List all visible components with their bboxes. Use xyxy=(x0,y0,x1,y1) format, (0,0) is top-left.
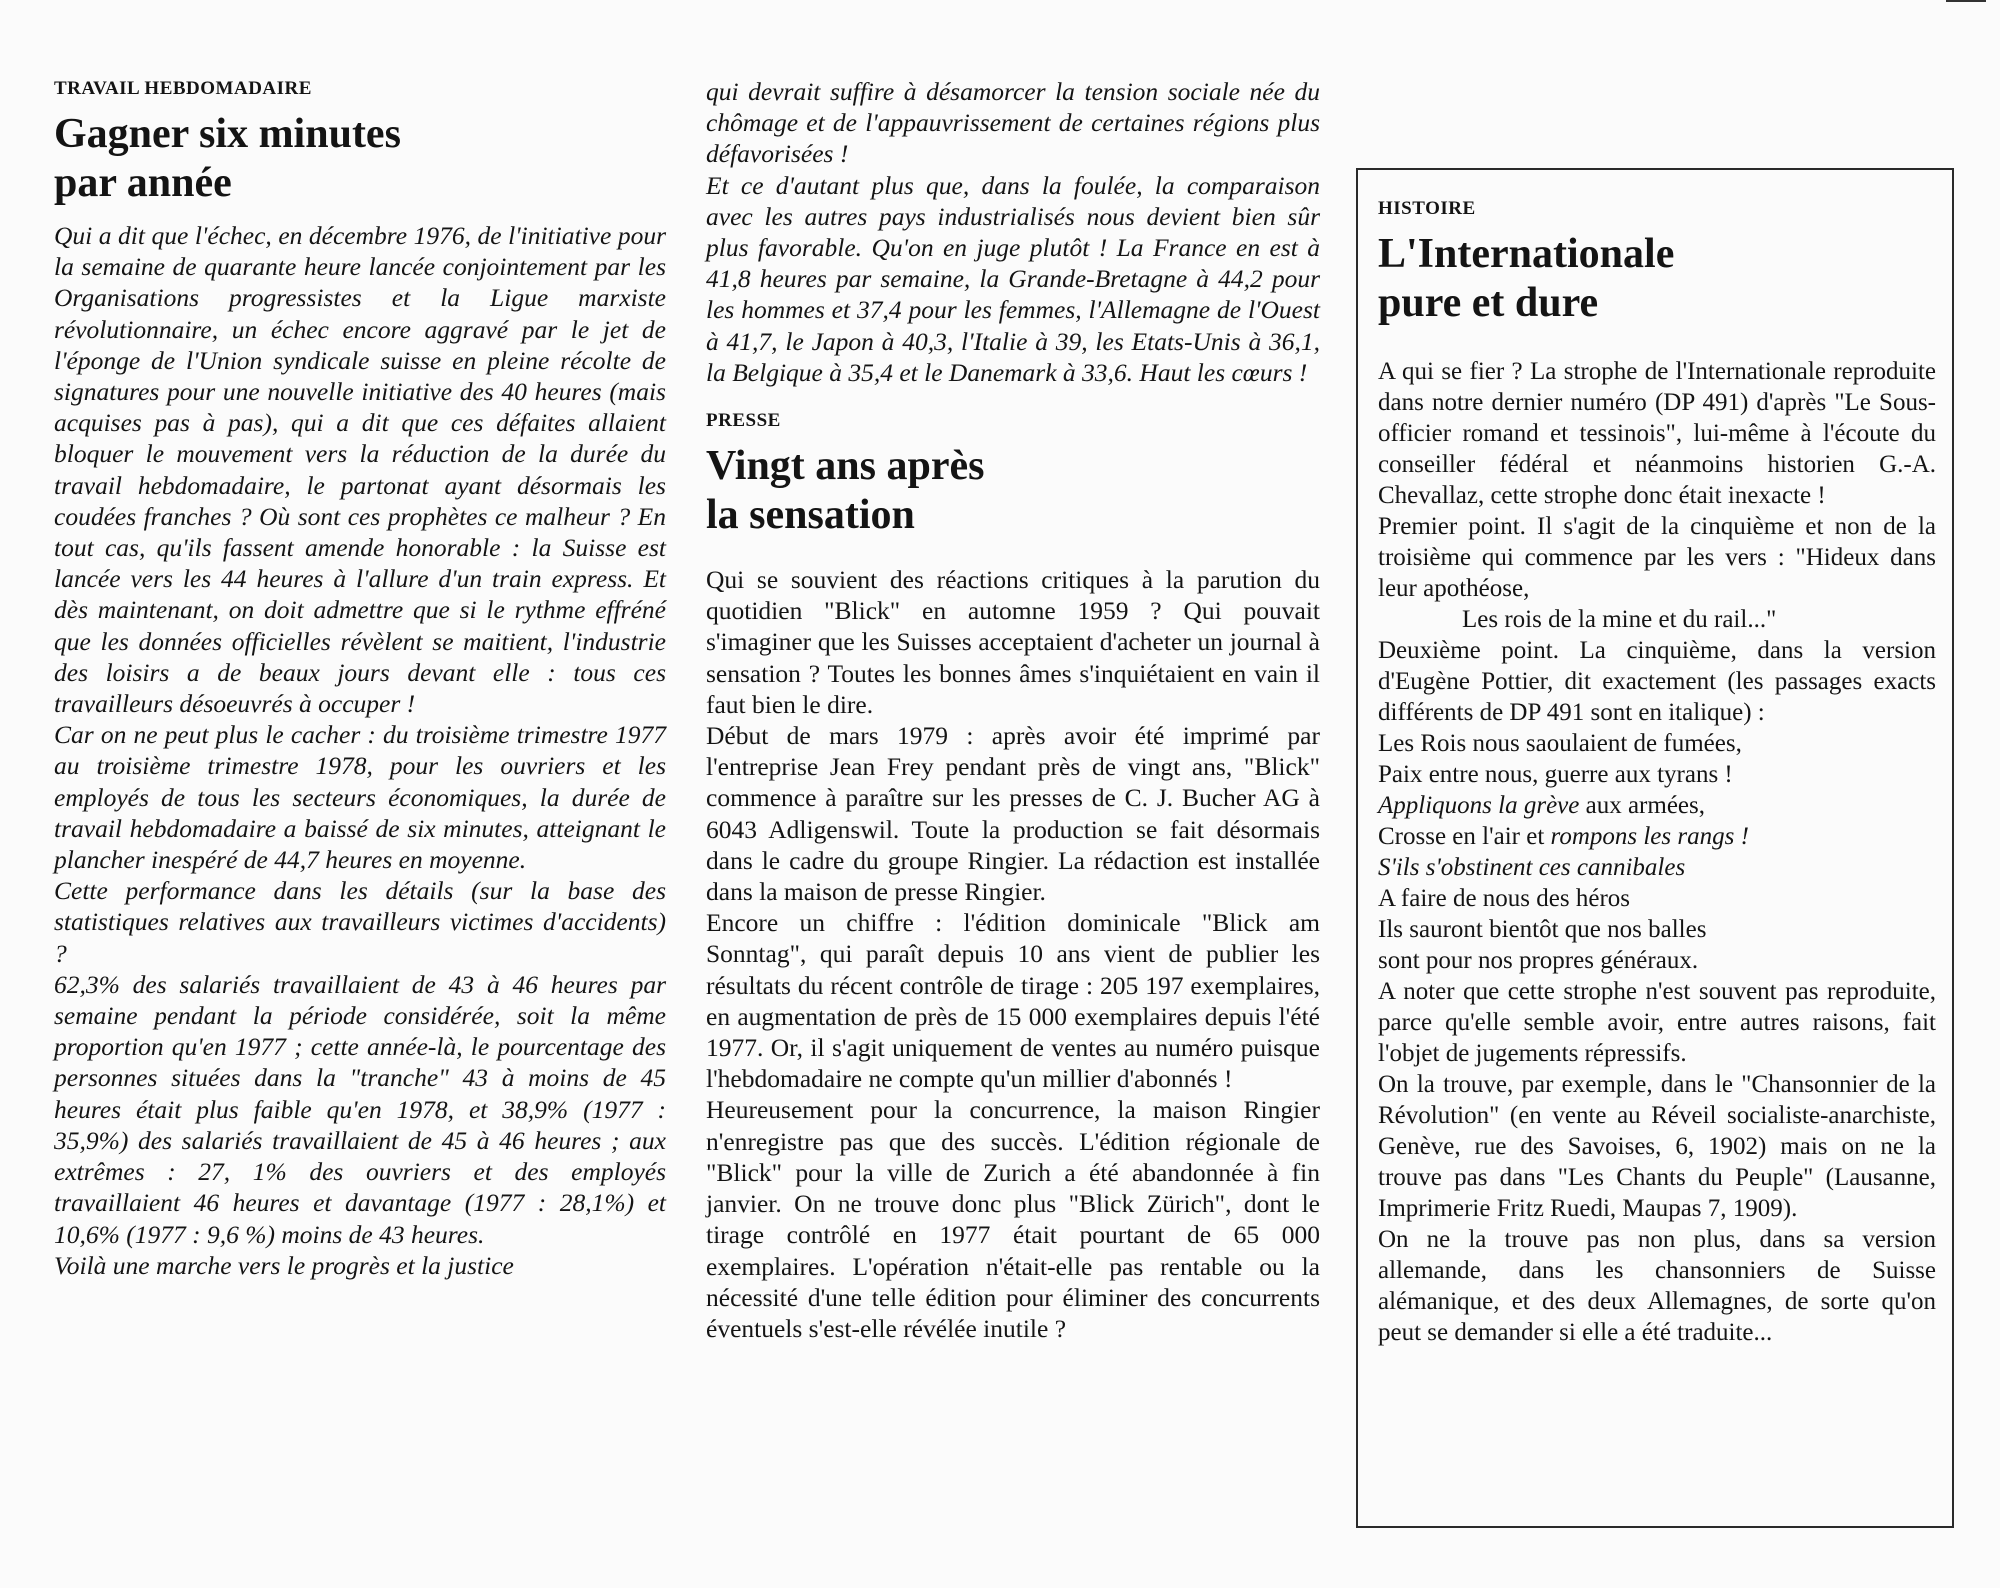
verse-line: Paix entre nous, guerre aux tyrans ! xyxy=(1378,761,1733,788)
article1-paragraph: Qui a dit que l'échec, en décembre 1976, de l'initiative pour la semaine de quarante heure lancée conjointement par les Organisations progressistes et la Ligue marxiste révolutionnaire, un échec encore aggravé par le jet de l'éponge de l'Union syndicale suisse en pleine récolte de signatures pour une nouvelle initiative des 40 heures (mais acquises pas à pas), qui a dit que ces défaites allaient bloquer le mouvement vers la réduction de la durée du travail hebdomadaire, le partonat ayant désormais les coudées franches ? Où sont ces prophètes ce malheur ? En tout cas, qu'ils fassent amende honorable : la Suisse est lancée vers les 44 heures à l'allure d'un train express. Et dès maintenant, on doit admettre que si le rythme effréné que les données officielles révèlent se maitient, l'industrie des loisirs a de beaux jours devant elle : tous ces travailleurs désoeuvrés à occuper ! xyxy=(54,221,666,719)
verse-line xyxy=(1378,821,1936,852)
article1-title-line1: Gagner six minutes xyxy=(54,111,401,157)
article3-point1-verse: Les rois de la mine et du rail..." xyxy=(1462,606,1777,633)
verse-italic: Appliquons la grève xyxy=(1378,792,1580,819)
article3-paragraph: On ne la trouve pas non plus, dans sa version allemande, dans les chansonniers de Suisse alémanique, et des deux Allemagnes, de sorte qu'on peut se demander si elle a été traduite... xyxy=(1378,1226,1936,1346)
article3-paragraph: A noter que cette strophe n'est souvent pas reproduite, parce qu'elle semble avoir, entre autres raisons, fait l'objet de jugements répressifs. xyxy=(1378,978,1936,1067)
verse-text: Crosse en l'air et xyxy=(1378,823,1551,850)
article3-title-line2: pure et dure xyxy=(1378,280,1599,326)
column-1 xyxy=(54,78,666,1281)
verse-italic: rompons les rangs ! xyxy=(1550,823,1749,850)
article3-point2: Deuxième point. La cinquième, dans la version d'Eugène Pottier, dit exactement (les passages exacts différents de DP 491 sont en italique) : xyxy=(1378,637,1936,726)
article2-headline xyxy=(706,442,1320,540)
column-2 xyxy=(706,76,1320,1344)
verse-line: S'ils s'obstinent ces cannibales xyxy=(1378,854,1686,881)
article1-paragraph: 62,3% des salariés travaillaient de 43 à 46 heures par semaine pendant la période considérée, soit la même proportion qu'en 1977 ; cette année-là, le pourcentage des personnes situées dans la "tranche" 43 à moins de 45 heures était plus faible qu'en 1978, et 38,9% (1977 : 35,9%) des salariés travaillaient de 45 à 46 heures ; aux extrêmes : 27, 1% des ouvriers et des employés travaillaient 46 heures et davantage (1977 : 28,1%) et 10,6% (1977 : 9,6 %) moins de 43 heures. xyxy=(54,969,666,1249)
verse-text: aux armées, xyxy=(1579,792,1705,819)
article1-kicker: TRAVAIL HEBDOMADAIRE xyxy=(54,78,312,99)
article1-paragraph: Voilà une marche vers le progrès et la justice xyxy=(54,1250,514,1280)
article1-paragraph: qui devrait suffire à désamorcer la tension sociale née du chômage et de l'appauvrissement de certaines régions plus défavorisées ! xyxy=(706,77,1320,169)
histoire-box xyxy=(1356,168,1954,1528)
article1-title-line2: par année xyxy=(54,160,232,206)
verse-line: sont pour nos propres généraux. xyxy=(1378,947,1699,974)
corner-rule xyxy=(1946,0,1986,2)
verse-line: Ils sauront bientôt que nos balles xyxy=(1378,916,1707,943)
verse-line xyxy=(1378,790,1936,821)
article3-headline xyxy=(1378,230,1936,328)
article1-paragraph: Et ce d'autant plus que, dans la foulée, la comparaison avec les autres pays industrialisés nous devient bien sûr plus favorable. Qu'on en juge plutôt ! La France en est à 41,8 heures par semaine, la Grande-Bretagne à 44,2 pour les hommes et 37,4 pour les femmes, l'Allemagne de l'Ouest à 41,7, le Japon à 40,3, l'Italie à 39, les Etats-Unis à 36,1, la Belgique à 35,4 et le Danemark à 33,6. Haut les cœurs ! xyxy=(706,170,1320,387)
article3-title-line1: L'Internationale xyxy=(1378,231,1675,277)
verse-line: Les Rois nous saoulaient de fumées, xyxy=(1378,730,1742,757)
article2-paragraph: Heureusement pour la concurrence, la maison Ringier n'enregistre pas que des succès. L'édition régionale de "Blick" pour la ville de Zurich a été abandonnée à fin janvier. On ne trouve donc plus "Blick Zürich", dont le tirage contrôlé en 1977 était pourtant de 65 000 exemplaires. L'opération n'était-elle pas rentable ou la nécessité d'une telle édition pour éliminer des concurrents éventuels s'est-elle révélée inutile ? xyxy=(706,1095,1320,1343)
article3-paragraph: On la trouve, par exemple, dans le "Chansonnier de la Révolution" (en vente au Réveil socialiste-anarchiste, Genève, rue des Savoises, 6, 1902) mais on ne la trouve pas dans "Les Chants du Peuple" (Lausanne, Imprimerie Fritz Ruedi, Maupas 7, 1909). xyxy=(1378,1071,1936,1222)
article2-paragraph: Qui se souvient des réactions critiques à la parution du quotidien "Blick" en automne 1959 ? Qui pouvait s'imaginer que les Suisses acceptaient d'acheter un journal à sensation ? Toutes les bonnes âmes s'inquiétaient en vain il faut bien le dire. xyxy=(706,565,1320,719)
article3-kicker: HISTOIRE xyxy=(1378,198,1476,219)
verse-line: A faire de nous des héros xyxy=(1378,885,1631,912)
verse-block xyxy=(1378,728,1936,976)
article3-point1: Premier point. Il s'agit de la cinquième et non de la troisième qui commence par les vers : "Hideux dans leur apothéose, xyxy=(1378,513,1936,602)
histoire-box-content xyxy=(1378,198,1936,1348)
article2-kicker: PRESSE xyxy=(706,410,781,432)
article2-title-line2: la sensation xyxy=(706,492,915,539)
article2-paragraph: Encore un chiffre : l'édition dominicale "Blick am Sonntag", qui paraît depuis 10 ans vient de publier les résultats du récent contrôle de tirage : 205 197 exemplaires, en augmentation de près de 15 000 exemplaires depuis l'été 1977. Or, il s'agit uniquement de ventes au numéro puisque l'hebdomadaire ne compte qu'un millier d'abonnés ! xyxy=(706,908,1320,1094)
article1-headline xyxy=(54,110,666,208)
article1-paragraph: Car on ne peut plus le cacher : du troisième trimestre 1977 au troisième trimestre 1978, pour les ouvriers et les employés de tous les secteurs économiques, la durée de travail hebdomadaire a baissé de six minutes, atteignant le plancher inespéré de 44,7 heures en moyenne. xyxy=(54,720,666,875)
article3-intro: A qui se fier ? La strophe de l'Internationale reproduite dans notre dernier numéro (DP 491) d'après "Le Sous-officier romand et tessinois", lui-même à l'écoute du conseiller fédéral et néanmoins historien G.-A. Chevallaz, cette strophe donc était inexacte ! xyxy=(1378,358,1936,509)
article1-paragraph: Cette performance dans les détails (sur la base des statistiques relatives aux travailleurs victimes d'accidents) ? xyxy=(54,876,666,968)
article2-paragraph: Début de mars 1979 : après avoir été imprimé par l'entreprise Jean Frey pendant près de vingt ans, "Blick" commence à paraître sur les presses de C. J. Bucher AG à 6043 Adligenswil. Toute la production se fait désormais dans le cadre du groupe Ringier. La rédaction est installée dans la maison de presse Ringier. xyxy=(706,721,1320,907)
article2-title-line1: Vingt ans après xyxy=(706,443,985,490)
